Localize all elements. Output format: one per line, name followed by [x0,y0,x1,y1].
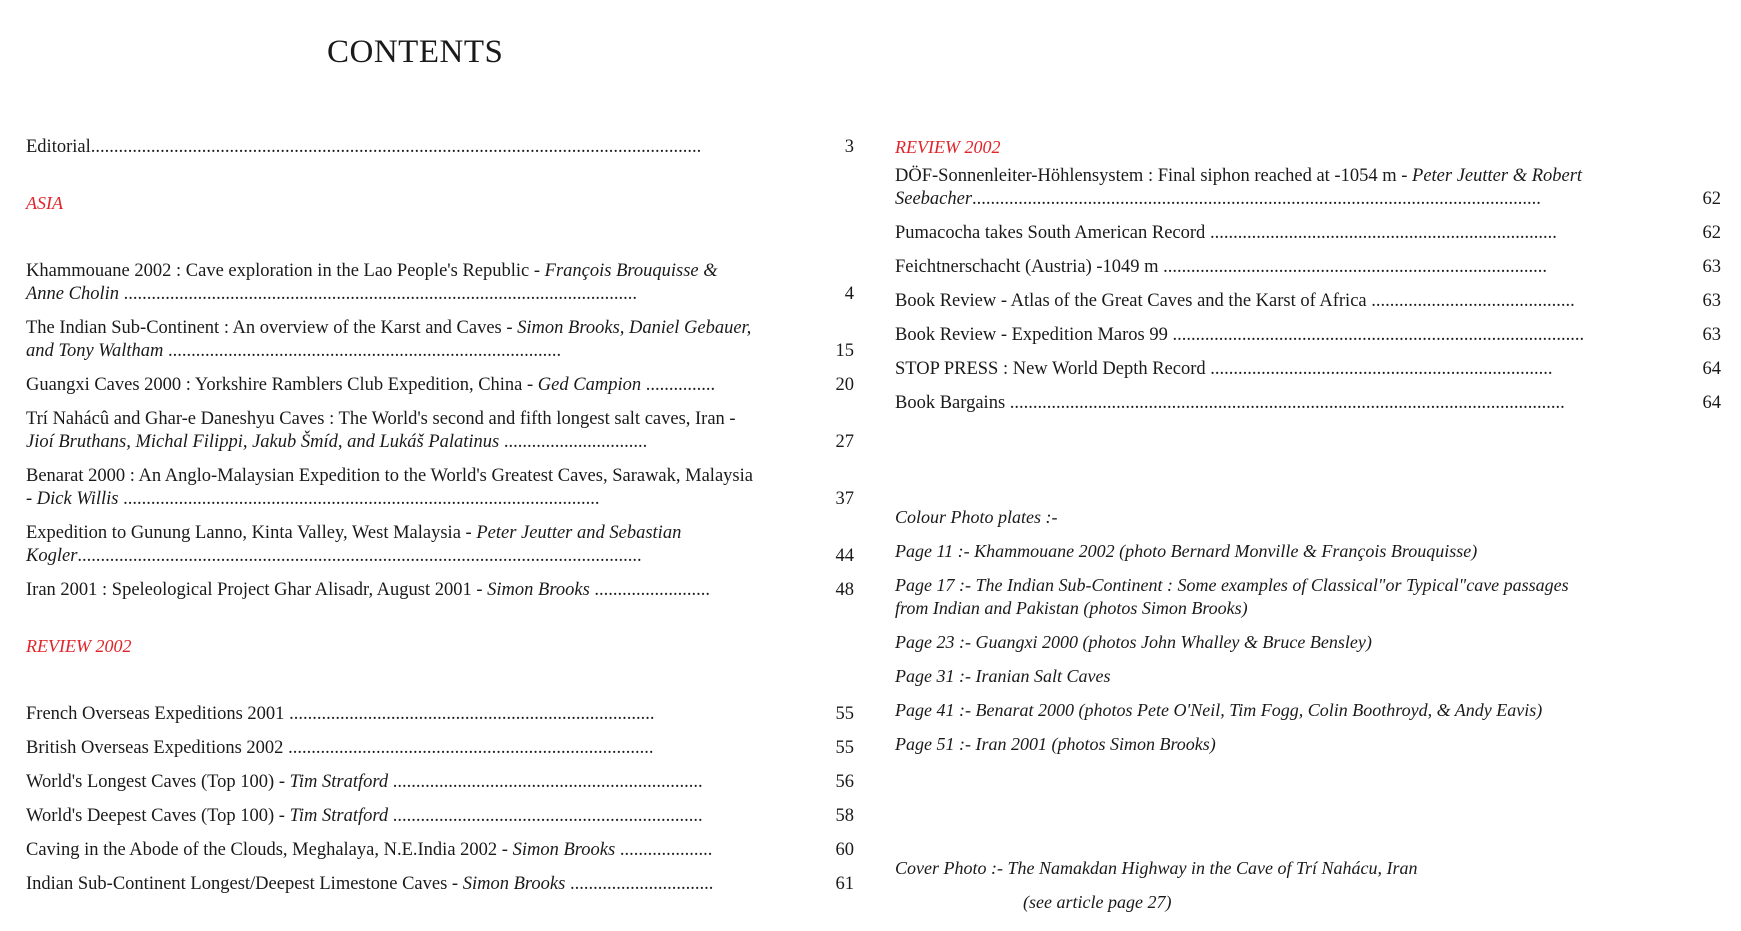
entry-title: World's Deepest Caves (Top 100) - [26,806,290,826]
leader-dots: ........................................................................................................................... [972,189,1541,209]
entry-title: Indian Sub-Continent Longest/Deepest Limestone Caves - [26,874,463,894]
cover-photo-caption: Cover Photo :- The Namakdan Highway in the Cave of Trí Nahácu, Iran [895,858,1418,878]
leader-dots: ................................................................................... [1158,257,1548,277]
entry-author: Ged Campion [537,375,642,395]
entry-title: Pumacocha takes South American Record [895,223,1206,243]
toc-entry-editorial [26,136,854,159]
right-column [895,136,1721,925]
page-number: 55 [835,704,854,724]
toc-entry [26,839,854,862]
toc-entry [895,256,1721,279]
page-number: 62 [1702,223,1721,243]
page-number: 3 [844,137,854,157]
entry-author: Tim Stratford [289,772,389,792]
toc-entry [26,465,854,511]
leader-dots: .................... [615,840,713,860]
page-number: 44 [835,546,854,566]
toc-entry [26,317,854,363]
page-number: 56 [835,772,854,792]
leader-dots: ............................... [499,432,648,452]
page-title: CONTENTS [327,34,504,70]
left-column [26,136,854,907]
entry-title: STOP PRESS : New World Depth Record [895,359,1206,379]
toc-entry [26,374,854,397]
leader-dots: ......................... [589,580,711,600]
entry-author: Peter Jeutter and Sebastian Kogler [26,523,682,566]
page-number: 64 [1702,359,1721,379]
page-number: 55 [835,738,854,758]
plates-heading: Colour Photo plates :- [895,507,1058,527]
leader-dots: .................................................................................................................................... [90,137,702,157]
page-number: 60 [835,840,854,860]
entry-title: Trí Nahácû and Ghar-e Daneshyu Caves : The World's second and fifth longest salt caves, Iran - [26,409,736,429]
leader-dots: ............................................ [1366,291,1575,311]
page-number: 37 [835,489,854,509]
page-number: 58 [835,806,854,826]
entry-title: DÖF-Sonnenleiter-Höhlensystem : Final siphon reached at -1054 m - [895,166,1413,186]
leader-dots: ......................................................................................... [1167,325,1585,345]
page-number: 4 [844,284,854,304]
page-number: 20 [835,375,854,395]
entry-title: World's Longest Caves (Top 100) - [26,772,290,792]
entry-title: Feichtnerschacht (Austria) -1049 m [895,257,1159,277]
page-number: 15 [835,341,854,361]
plate-item: Page 31 :- Iranian Salt Caves [895,666,1111,686]
entry-title: Benarat 2000 : An Anglo-Malaysian Expedition to the World's Greatest Caves, Sarawak, Malaysia - [26,466,753,509]
entry-title: French Overseas Expeditions 2001 [26,704,285,724]
leader-dots: .......................................................................... [1205,359,1553,379]
toc-entry [26,805,854,828]
toc-entry [26,260,854,306]
asia-entry-list [26,260,854,602]
cover-photo [895,857,1721,914]
leader-dots: ..................................................................................... [163,341,562,361]
leader-dots: ........................................................................... [1205,223,1557,243]
plate-item: Page 17 :- The Indian Sub-Continent : Some examples of Classical"or Typical"cave passages from Indian and Pakistan (photos Simon Brooks) [895,575,1569,618]
colour-plates [895,506,1721,756]
entry-title: Book Review - Expedition Maros 99 [895,325,1168,345]
entry-title: Editorial [26,137,91,157]
leader-dots: ....................................................................................................... [118,489,600,509]
toc-entry [895,165,1721,211]
entry-title: Caving in the Abode of the Clouds, Meghalaya, N.E.India 2002 - [26,840,513,860]
toc-entry [26,579,854,602]
entry-title: Khammouane 2002 : Cave exploration in the Lao People's Republic - [26,261,545,281]
page-number: 62 [1702,189,1721,209]
leader-dots: ............................................................................... [284,704,655,724]
page-number: 63 [1702,325,1721,345]
page-number: 63 [1702,257,1721,277]
toc-entry [26,408,854,454]
section-heading-review: REVIEW 2002 [26,636,132,656]
toc-entry [895,222,1721,245]
page-number: 61 [835,874,854,894]
plate-item: Page 11 :- Khammouane 2002 (photo Bernard Monville & François Brouquisse) [895,541,1478,561]
review-entry-list [895,165,1721,415]
toc-entry [895,290,1721,313]
entry-author: Jioí Bruthans, Michal Filippi, Jakub Šmíd, and Lukáš Palatinus [26,432,500,452]
entry-title: Guangxi Caves 2000 : Yorkshire Ramblers Club Expedition, China - [26,375,538,395]
toc-entry [26,703,854,726]
entry-title: Book Bargains [895,393,1006,413]
entry-title: The Indian Sub-Continent : An overview of the Karst and Caves - [26,318,518,338]
entry-author: Peter Jeutter & Robert Seebacher [895,166,1583,209]
leader-dots: ............................... [565,874,714,894]
cover-photo-see-article: (see article page 27) [1023,892,1172,912]
toc-entry [26,737,854,760]
leader-dots: ................................................................... [388,806,703,826]
leader-dots: ............................................................................... [283,738,654,758]
page-number: 63 [1702,291,1721,311]
toc-entry [895,324,1721,347]
toc-entry [26,522,854,568]
section-heading-review: REVIEW 2002 [895,137,1001,157]
entry-author: Simon Brooks [487,580,590,600]
toc-entry [26,873,854,896]
entry-title: Expedition to Gunung Lanno, Kinta Valley, West Malaysia - [26,523,477,543]
plate-item: Page 23 :- Guangxi 2000 (photos John Whalley & Bruce Bensley) [895,632,1372,652]
section-heading-asia: ASIA [26,193,63,213]
entry-author: Simon Brooks [462,874,566,894]
entry-author: Tim Stratford [289,806,389,826]
review-entry-list [26,703,854,896]
page-number: 64 [1702,393,1721,413]
toc-entry [26,771,854,794]
entry-title: Iran 2001 : Speleological Project Ghar Alisadr, August 2001 - [26,580,488,600]
entry-title: Book Review - Atlas of the Great Caves and the Karst of Africa [895,291,1367,311]
entry-author: Simon Brooks, Daniel Gebauer, and Tony Waltham [26,318,752,361]
plate-item: Page 41 :- Benarat 2000 (photos Pete O'Neil, Tim Fogg, Colin Boothroyd, & Andy Eavis) [895,700,1543,720]
plate-item: Page 51 :- Iran 2001 (photos Simon Brooks) [895,734,1216,754]
entry-author: François Brouquisse & Anne Cholin [26,261,718,304]
leader-dots: .......................................................................................................................... [77,546,642,566]
entry-author: Simon Brooks [512,840,616,860]
leader-dots: ............................................................................................................... [119,284,638,304]
entry-author: Dick Willis [36,489,119,509]
toc-entry [895,358,1721,381]
page-number: 27 [835,432,854,452]
entry-title: British Overseas Expeditions 2002 [26,738,284,758]
leader-dots: ........................................................................................................................ [1005,393,1565,413]
leader-dots: ................................................................... [388,772,703,792]
leader-dots: ............... [641,375,716,395]
page-number: 48 [835,580,854,600]
toc-entry [895,392,1721,415]
